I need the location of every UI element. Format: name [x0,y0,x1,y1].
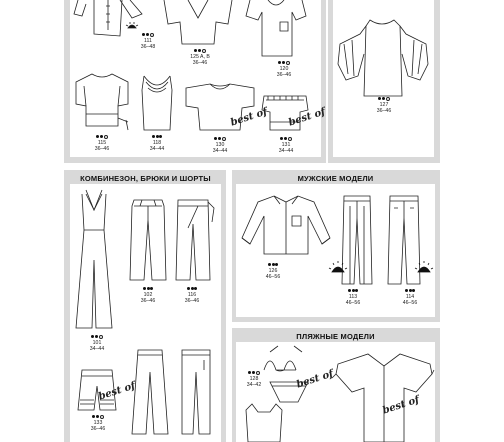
item-label-118 [140,134,174,152]
difficulty-dot-filled [191,287,194,290]
difficulty-dot-filled [405,289,408,292]
item-number: 114 [405,294,415,300]
item-sizes: 34–44 [149,146,165,152]
difficulty-dot-filled [142,33,145,36]
item-sizes: 46–56 [265,274,281,280]
best-of-badge: best of [381,394,421,417]
difficulty-dot-filled [96,415,99,418]
difficulty-dot-filled [355,289,358,292]
item-label-126 [256,262,290,280]
difficulty-dot-filled [152,135,155,138]
garment-flare-trousers-drawing [130,348,170,436]
item-sizes: 36–46 [192,60,208,66]
difficulty-dot-filled [96,135,99,138]
sun-icon [328,260,348,274]
item-number: 130 [215,142,225,148]
item-label-127 [367,96,401,114]
difficulty-dot-filled [95,335,98,338]
difficulty-dot-empty [222,137,226,141]
difficulty-dot-empty [288,137,292,141]
item-number: 113 [348,294,358,300]
best-of-badge: best of [287,106,327,129]
item-number: 120 [279,66,289,72]
difficulty-dot-filled [143,287,146,290]
item-label-130 [203,136,237,154]
garment-swim-vest-drawing [244,404,284,442]
difficulty-dot-filled [352,289,355,292]
item-number: 118 [152,140,162,146]
difficulty-dot-filled [412,289,415,292]
difficulty-dot-filled [194,287,197,290]
best-of-badge: best of [229,106,269,129]
difficulty-dot-filled [282,61,285,64]
difficulty-dot-empty [104,135,108,139]
garment-130-drawing [184,82,256,134]
difficulty-dot-filled [268,263,271,266]
item-sizes: 36–46 [276,72,292,78]
item-label-120 [267,60,301,78]
item-label-133 [81,414,115,432]
best-of-badge: best of [295,368,335,391]
item-number: 115 [97,140,107,146]
item-number: 125 A, B [190,54,210,60]
item-number: 131 [281,142,291,148]
garment-kaftan-drawing [332,352,434,442]
difficulty-dot-filled [146,33,149,36]
difficulty-dot-filled [378,97,381,100]
item-number: 111 [144,38,152,44]
difficulty-dot-filled [100,135,103,138]
item-label-128 [237,370,271,388]
item-sizes: 34–42 [246,382,262,388]
difficulty-dot-filled [280,137,283,140]
item-number: 128 [249,376,259,382]
difficulty-dot-empty [150,33,154,37]
item-sizes: 36–46 [90,426,106,432]
item-label-115 [85,134,119,152]
difficulty-dot-empty [202,49,206,53]
difficulty-dot-filled [159,135,162,138]
difficulty-dot-empty [99,335,103,339]
difficulty-dot-empty [286,61,290,65]
garment-102-drawing [128,198,168,284]
difficulty-dot-filled [348,289,351,292]
item-sizes: 34–44 [89,346,105,352]
difficulty-dot-filled [156,135,159,138]
sun-icon [414,260,434,274]
difficulty-dot-filled [91,335,94,338]
item-number: 116 [187,292,197,298]
difficulty-dot-empty [256,371,260,375]
garment-126-drawing [238,194,334,256]
difficulty-dot-filled [198,49,201,52]
difficulty-dot-filled [275,263,278,266]
difficulty-dot-filled [272,263,275,266]
item-sizes: 36–46 [140,298,156,304]
difficulty-dot-filled [150,287,153,290]
difficulty-dot-filled [92,415,95,418]
difficulty-dot-empty [100,415,104,419]
item-number: 126 [268,268,278,274]
item-sizes: 36–46 [376,108,392,114]
item-number: 127 [379,102,389,108]
difficulty-dot-filled [252,371,255,374]
difficulty-dot-filled [278,61,281,64]
garment-127-drawing [336,14,430,98]
item-label-125 [183,48,217,66]
item-label-131 [269,136,303,154]
item-label-102 [131,286,165,304]
difficulty-dot-filled [187,287,190,290]
garment-116-drawing [172,198,216,284]
jumpsuits-section-title: КОМБИНЕЗОН, БРЮКИ И ШОРТЫ [80,174,211,183]
difficulty-dot-filled [248,371,251,374]
item-label-101 [80,334,114,352]
item-label-116 [175,286,209,304]
garment-115-drawing [74,70,132,132]
best-of-badge: best of [97,380,137,403]
garment-slim-trousers-drawing [178,348,214,436]
difficulty-dot-filled [218,137,221,140]
item-sizes: 36–48 [140,44,156,50]
item-number: 102 [143,292,153,298]
item-sizes: 46–56 [402,300,418,306]
item-label-111 [131,32,165,50]
garment-101-drawing [72,190,116,330]
difficulty-dot-filled [214,137,217,140]
garment-111-drawing [72,0,160,36]
item-number: 133 [93,420,103,426]
garment-125-drawing [160,0,234,50]
item-label-114 [393,288,427,306]
item-sizes: 46–56 [345,300,361,306]
item-label-113 [336,288,370,306]
garment-118-drawing [138,76,176,132]
difficulty-dot-filled [194,49,197,52]
difficulty-dot-filled [284,137,287,140]
item-sizes: 34–44 [278,148,294,154]
garment-120-drawing [246,0,306,58]
difficulty-dot-empty [386,97,390,101]
item-number: 101 [92,340,102,346]
item-sizes: 36–46 [184,298,200,304]
mens-section-title: МУЖСКИЕ МОДЕЛИ [297,174,374,183]
difficulty-dot-filled [409,289,412,292]
difficulty-dot-filled [147,287,150,290]
beach-section-title: ПЛЯЖНЫЕ МОДЕЛИ [296,332,375,341]
item-sizes: 36–46 [94,146,110,152]
item-sizes: 34–44 [212,148,228,154]
difficulty-dot-filled [382,97,385,100]
